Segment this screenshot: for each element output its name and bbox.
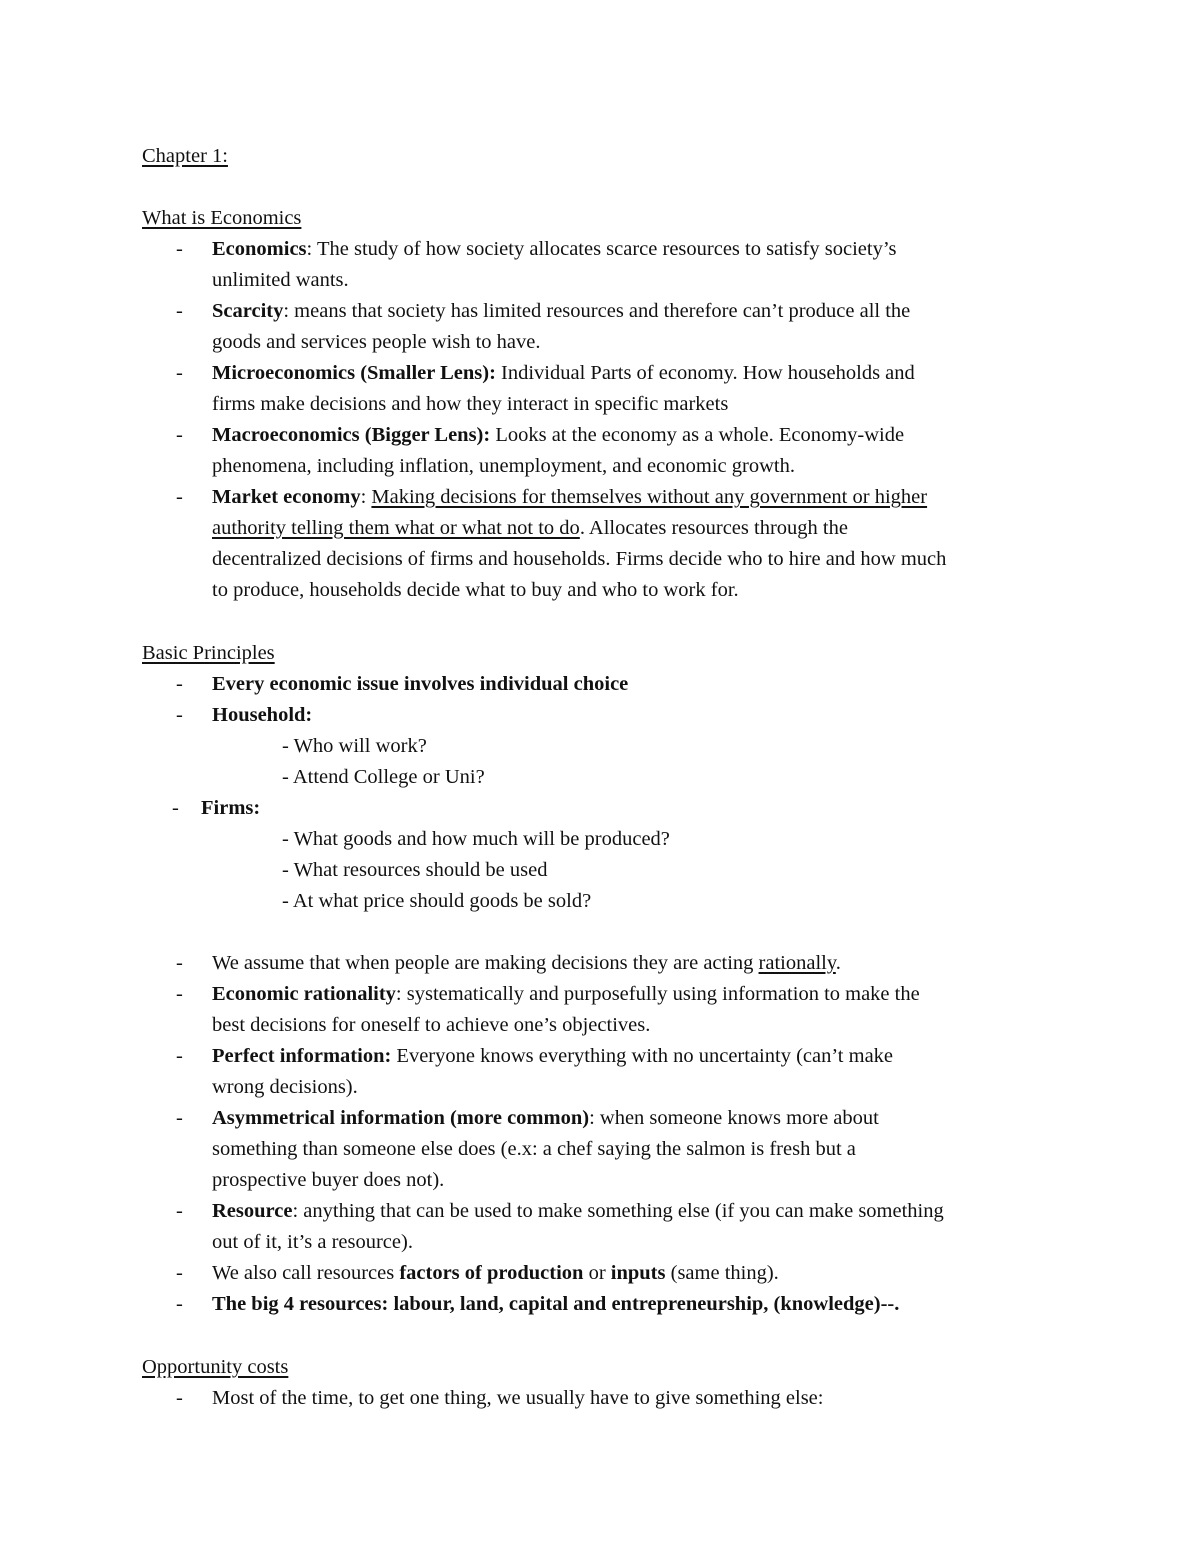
firms-question: - What goods and how much will be produced? <box>282 828 670 850</box>
section-heading-basic-principles: Basic Principles <box>142 642 275 664</box>
bullet-dash: - <box>176 704 183 726</box>
bullet-dash: - <box>176 673 183 695</box>
bold-text: The big 4 resources: labour, land, capital and entrepreneurship, (knowledge)--. <box>212 1293 900 1315</box>
definition-text: Looks at the economy as a whole. Economy-wide <box>490 424 905 446</box>
underlined-text: Making decisions for themselves without any government or higher <box>371 486 928 508</box>
bullet-dash: - <box>176 1107 183 1129</box>
perfect-information-cont: wrong decisions). <box>212 1076 358 1098</box>
microeconomics-definition-line <box>212 358 915 389</box>
term-scarcity: Scarcity <box>212 300 284 322</box>
scarcity-definition-line <box>212 296 910 327</box>
perfect-information-line <box>212 1041 893 1072</box>
bullet-dash: - <box>176 952 183 974</box>
term-market-economy: Market economy <box>212 486 361 508</box>
body-text: We assume that when people are making decisions they are acting <box>212 952 759 974</box>
bullet-dash: - <box>176 1200 183 1222</box>
bold-text: Household: <box>212 704 313 726</box>
bullet-dash: - <box>176 1045 183 1067</box>
body-text: (same thing). <box>665 1262 779 1284</box>
definition-text: : means that society has limited resources and therefore can’t produce all the <box>283 300 911 322</box>
colon: : <box>360 486 372 508</box>
economic-rationality-line <box>212 979 920 1010</box>
market-economy-definition-cont: decentralized decisions of firms and households. Firms decide who to hire and how much <box>212 548 947 570</box>
bullet-dash: - <box>176 486 183 508</box>
resource-cont: out of it, it’s a resource). <box>212 1231 413 1253</box>
scarcity-definition-cont: goods and services people wish to have. <box>212 331 541 353</box>
bullet-dash: - <box>176 300 183 322</box>
household-question: - Attend College or Uni? <box>282 766 485 788</box>
economics-definition-cont: unlimited wants. <box>212 269 349 291</box>
term-inputs: inputs <box>610 1262 666 1284</box>
bullet-dash: - <box>172 797 179 819</box>
body-text: We also call resources <box>212 1262 400 1284</box>
underlined-text: authority telling them what or what not to do <box>212 517 580 539</box>
market-economy-definition-cont <box>212 513 848 544</box>
bullet-dash: - <box>176 424 183 446</box>
economics-definition-line <box>212 234 897 265</box>
definition-text: Individual Parts of economy. How households and <box>495 362 915 384</box>
market-economy-definition-line <box>212 482 927 513</box>
term-economics: Economics <box>212 238 307 260</box>
bullet-dash: - <box>176 1387 183 1409</box>
household-question: - Who will work? <box>282 735 427 757</box>
section-heading-what-is-economics: What is Economics <box>142 207 302 229</box>
definition-text: Everyone knows everything with no uncertainty (can’t make <box>391 1045 894 1067</box>
bullet-dash: - <box>176 362 183 384</box>
macroeconomics-definition-line <box>212 420 904 451</box>
macroeconomics-definition-cont: phenomena, including inflation, unemployment, and economic growth. <box>212 455 795 477</box>
bullet-dash: - <box>176 1293 183 1315</box>
definition-text: . Allocates resources through the <box>579 517 848 539</box>
microeconomics-definition-cont: firms make decisions and how they interact in specific markets <box>212 393 729 415</box>
resource-line <box>212 1196 944 1227</box>
body-text: or <box>583 1262 611 1284</box>
definition-text: : when someone knows more about <box>589 1107 879 1129</box>
term-microeconomics: Microeconomics (Smaller Lens): <box>212 362 496 384</box>
opportunity-cost-line: Most of the time, to get one thing, we usually have to give something else: <box>212 1387 824 1409</box>
section-heading-opportunity-costs: Opportunity costs <box>142 1356 289 1378</box>
bullet-dash: - <box>176 983 183 1005</box>
household-label <box>212 700 312 731</box>
chapter-title: Chapter 1: <box>142 145 228 167</box>
factors-of-production-line <box>212 1258 779 1289</box>
market-economy-definition-cont: to produce, households decide what to buy and who to work for. <box>212 579 739 601</box>
term-macroeconomics: Macroeconomics (Bigger Lens): <box>212 424 491 446</box>
definition-text: : The study of how society allocates scarce resources to satisfy society’s <box>306 238 897 260</box>
term-resource: Resource <box>212 1200 293 1222</box>
term-perfect-information: Perfect information: <box>212 1045 392 1067</box>
term-asymmetrical-information: Asymmetrical information (more common) <box>212 1107 590 1129</box>
bold-text: Every economic issue involves individual choice <box>212 673 629 695</box>
asymmetrical-information-cont: something than someone else does (e.x: a chef saying the salmon is fresh but a <box>212 1138 856 1160</box>
bullet-dash: - <box>176 1262 183 1284</box>
definition-text: : systematically and purposefully using information to make the <box>395 983 920 1005</box>
underlined-text: rationally <box>758 952 836 974</box>
bold-text: Firms: <box>201 797 261 819</box>
bullet-dash: - <box>176 238 183 260</box>
big-four-resources-line <box>212 1289 899 1320</box>
asymmetrical-information-cont: prospective buyer does not). <box>212 1169 445 1191</box>
term-economic-rationality: Economic rationality <box>212 983 396 1005</box>
asymmetrical-information-line <box>212 1103 879 1134</box>
definition-text: : anything that can be used to make something else (if you can make something <box>292 1200 944 1222</box>
period: . <box>835 952 841 974</box>
firms-question: - What resources should be used <box>282 859 548 881</box>
assume-rational-line <box>212 948 841 979</box>
term-factors-of-production: factors of production <box>399 1262 584 1284</box>
economic-rationality-cont: best decisions for oneself to achieve one’s objectives. <box>212 1014 651 1036</box>
firms-label <box>201 793 260 824</box>
every-choice-line <box>212 669 628 700</box>
firms-question: - At what price should goods be sold? <box>282 890 592 912</box>
